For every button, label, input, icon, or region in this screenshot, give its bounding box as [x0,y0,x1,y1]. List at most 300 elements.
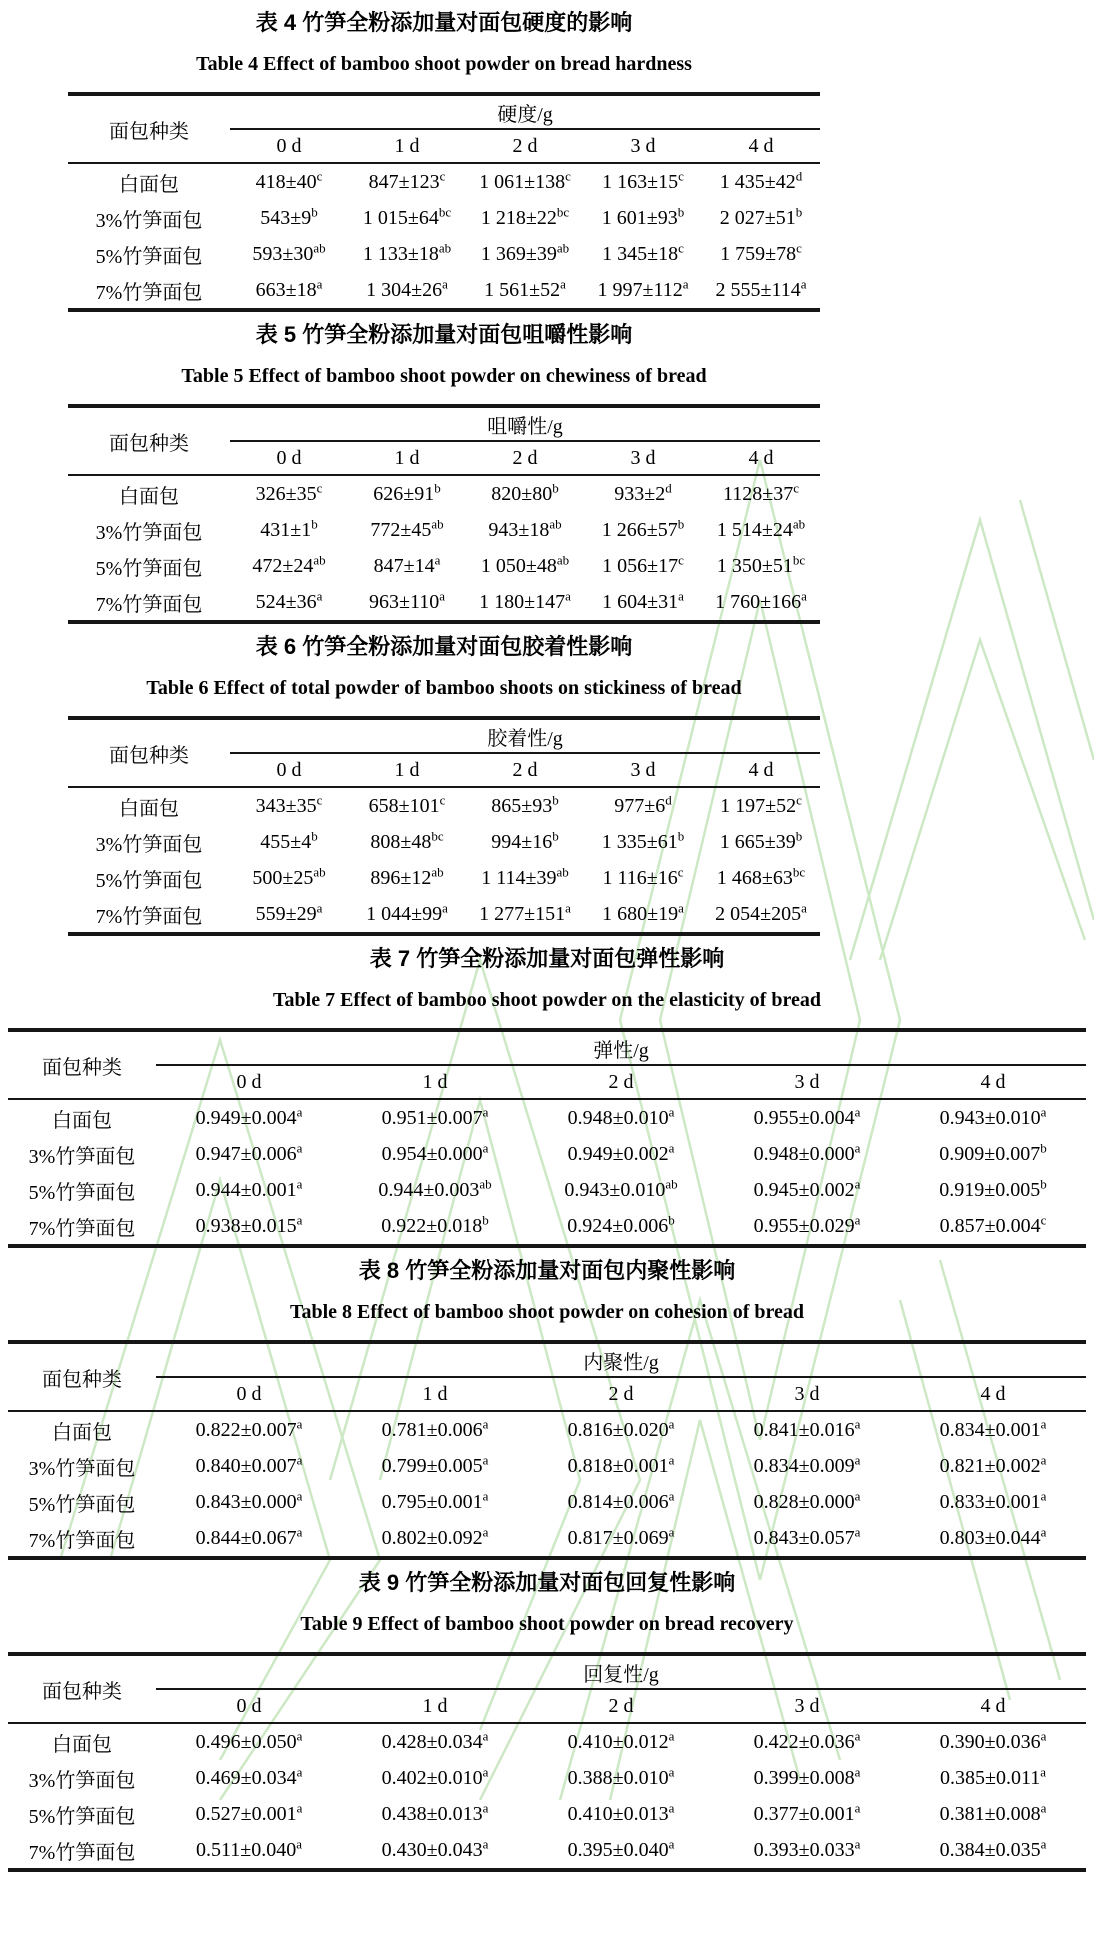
group-header-cell: 内聚性/g [156,1342,1086,1377]
row-header-cell: 面包种类 [8,1654,156,1723]
cell-value: 2 054±205 [715,902,802,925]
value-cell [702,860,820,896]
cell-value: 847±14 [373,554,435,577]
significance-superscript: ab [479,1175,492,1191]
cell-value: 0.833±0.001 [939,1490,1041,1513]
significance-superscript: c [439,167,446,183]
cell-value: 1 133±18 [362,242,439,265]
cell-value: 0.834±0.009 [753,1454,855,1477]
significance-superscript: a [482,1727,489,1743]
value-cell [528,1723,714,1760]
significance-superscript: a [800,275,807,291]
cell-value: 0.410±0.012 [567,1730,669,1753]
day-header: 4 d [702,753,820,787]
value-cell [156,1448,342,1484]
value-cell [466,512,584,548]
value-cell [156,1484,342,1520]
cell-value: 524±36 [255,590,317,613]
table-head [68,94,820,163]
cell-value: 865±93 [491,794,553,817]
value-cell [702,824,820,860]
value-cell [702,896,820,934]
table-head [8,1342,1086,1411]
cell-value: 1 266±57 [601,518,678,541]
header-row-group [68,718,820,753]
table-body [8,1411,1086,1558]
value-cell [156,1832,342,1870]
significance-superscript: a [296,1727,303,1743]
significance-superscript: b [677,827,685,843]
day-header: 4 d [900,1377,1086,1411]
table-head [8,1030,1086,1099]
day-header: 1 d [348,129,466,163]
significance-superscript: a [565,899,571,915]
value-cell [900,1796,1086,1832]
significance-superscript: ab [313,239,326,255]
value-cell [342,1760,528,1796]
significance-superscript: a [482,1763,489,1779]
significance-superscript: a [482,1487,489,1503]
significance-superscript: a [296,1799,303,1815]
cell-value: 343±35 [255,794,317,817]
cell-value: 772±45 [370,518,432,541]
significance-superscript: a [801,899,807,915]
significance-superscript: b [795,203,803,219]
value-cell [348,584,466,622]
value-cell [584,272,702,310]
row-label: 白面包 [52,1421,112,1444]
group-header-cell: 回复性/g [156,1654,1086,1689]
value-cell [900,1411,1086,1448]
cell-value: 0.402±0.010 [381,1766,483,1789]
significance-superscript: c [793,479,799,495]
row-label: 3%竹笋面包 [95,521,203,544]
group-header-cell: 咀嚼性/g [230,406,820,441]
cell-value: 593±30 [252,242,314,265]
cell-value: 1 561±52 [484,278,561,301]
table-row [8,1099,1086,1136]
header-row-group [8,1342,1086,1377]
cell-value: 543±9 [260,206,312,229]
table-row [68,584,820,622]
value-cell [584,512,702,548]
table-row [68,787,820,824]
value-cell [230,860,348,896]
day-header: 3 d [714,1689,900,1723]
value-cell [466,860,584,896]
cell-value: 943±18 [488,518,550,541]
cell-value: 1 197±52 [720,794,797,817]
value-cell [466,787,584,824]
row-header-cell: 面包种类 [68,718,230,787]
value-cell [342,1136,528,1172]
header-row-days [8,1377,1086,1411]
significance-superscript: bc [556,203,570,219]
significance-superscript: a [1040,1487,1047,1503]
day-header: 2 d [466,753,584,787]
row-label: 3%竹笋面包 [28,1145,136,1168]
value-cell [156,1208,342,1246]
value-cell [900,1448,1086,1484]
significance-superscript: a [854,1763,861,1779]
day-header: 3 d [584,753,702,787]
cell-value: 0.821±0.002 [939,1454,1041,1477]
significance-superscript: a [434,551,441,567]
data-table [68,404,820,624]
tables-container [0,8,1094,1872]
value-cell [230,787,348,824]
row-label: 3%竹笋面包 [28,1457,136,1480]
row-header-cell: 面包种类 [68,94,230,163]
data-table [68,716,820,936]
value-cell [230,475,348,512]
table7-section [8,944,1086,1248]
value-cell [528,1411,714,1448]
significance-superscript: ab [556,239,570,255]
table-body [68,787,820,934]
significance-superscript: bc [792,863,806,879]
significance-superscript: a [668,1139,675,1155]
cell-value: 472±24 [252,554,314,577]
value-cell [702,787,820,824]
value-cell [528,1208,714,1246]
value-cell [714,1448,900,1484]
cell-value: 896±12 [370,866,432,889]
significance-superscript: d [795,167,803,183]
row-label: 7%竹笋面包 [95,593,203,616]
table9-section [8,1568,1086,1872]
cell-value: 0.841±0.016 [753,1418,855,1441]
table-row [8,1796,1086,1832]
value-cell [714,1832,900,1870]
significance-superscript: a [668,1415,675,1431]
significance-superscript: a [1040,1523,1047,1539]
day-header: 3 d [714,1377,900,1411]
significance-superscript: d [665,791,672,807]
table-row [68,236,820,272]
significance-superscript: c [316,167,323,183]
significance-superscript: a [442,899,448,915]
table-title-en: Table 6 Effect of total powder of bamboo shoots on stickiness of bread [146,677,742,699]
cell-value: 0.818±0.001 [567,1454,669,1477]
cell-value: 1128±37 [722,482,794,505]
table-row [8,1723,1086,1760]
row-label: 5%竹笋面包 [28,1181,136,1204]
value-cell [348,860,466,896]
day-header: 4 d [900,1689,1086,1723]
row-label: 白面包 [52,1733,112,1756]
cell-value: 2 027±51 [719,206,796,229]
day-header: 0 d [230,441,348,475]
cell-value: 0.924±0.006 [567,1214,669,1237]
table-row [68,200,820,236]
significance-superscript: a [668,1487,675,1503]
day-header: 0 d [156,1065,342,1099]
significance-superscript: a [316,275,323,291]
value-cell [342,1520,528,1558]
cell-value: 808±48 [370,830,432,853]
significance-superscript: a [854,1139,861,1155]
cell-value: 326±35 [255,482,317,505]
value-cell [900,1832,1086,1870]
table-title-en: Table 7 Effect of bamboo shoot powder on the elasticity of bread [273,989,821,1011]
value-cell [714,1520,900,1558]
value-cell [702,163,820,200]
significance-superscript: a [668,1523,675,1539]
cell-value: 820±80 [491,482,553,505]
significance-superscript: a [678,899,684,915]
cell-value: 0.857±0.004 [939,1214,1041,1237]
value-cell [900,1723,1086,1760]
value-cell [230,200,348,236]
table-title-zh: 表 7 竹笋全粉添加量对面包弹性影响 [369,946,725,971]
cell-value: 0.384±0.035 [939,1838,1041,1861]
row-label: 3%竹笋面包 [95,209,203,232]
day-header: 0 d [230,753,348,787]
value-cell [584,824,702,860]
significance-superscript: a [1040,1727,1047,1743]
significance-superscript: a [296,1139,303,1155]
cell-value: 0.944±0.001 [195,1178,297,1201]
cell-value: 0.795±0.001 [381,1490,483,1513]
significance-superscript: a [854,1487,861,1503]
significance-superscript: a [296,1415,303,1431]
cell-value: 963±110 [368,590,440,613]
table-title-en: Table 8 Effect of bamboo shoot powder on cohesion of bread [289,1301,805,1323]
value-cell [584,787,702,824]
value-cell [584,163,702,200]
significance-superscript: ab [431,863,444,879]
table-title-en: Table 9 Effect of bamboo shoot powder on bread recovery [300,1613,794,1635]
cell-value: 0.834±0.001 [939,1418,1041,1441]
table-body [8,1099,1086,1246]
table-row [8,1520,1086,1558]
significance-superscript: a [854,1103,861,1119]
significance-superscript: c [796,791,802,807]
significance-superscript: a [1040,1799,1047,1815]
significance-superscript: b [482,1211,489,1227]
group-header-cell: 胶着性/g [230,718,820,753]
significance-superscript: a [296,1523,303,1539]
cell-value: 500±25 [252,866,314,889]
cell-value: 0.919±0.005 [939,1178,1041,1201]
significance-superscript: ab [431,515,444,531]
cell-value: 0.428±0.034 [381,1730,483,1753]
significance-superscript: b [434,479,441,495]
cell-value: 0.938±0.015 [195,1214,297,1237]
cell-value: 559±29 [255,902,317,925]
value-cell [230,896,348,934]
cell-value: 0.422±0.036 [753,1730,855,1753]
significance-superscript: a [482,1835,489,1851]
table-row [8,1208,1086,1246]
cell-value: 1 304±26 [366,278,443,301]
header-row-group [8,1654,1086,1689]
significance-superscript: a [296,1103,303,1119]
cell-value: 0.943±0.010 [564,1178,666,1201]
significance-superscript: a [854,1835,861,1851]
significance-superscript: a [296,1451,303,1467]
significance-superscript: ab [665,1175,678,1191]
day-header: 1 d [342,1065,528,1099]
value-cell [230,163,348,200]
cell-value: 0.843±0.000 [195,1490,297,1513]
cell-value: 0.385±0.011 [939,1766,1041,1789]
header-row-group [8,1030,1086,1065]
value-cell [342,1448,528,1484]
cell-value: 0.945±0.002 [753,1178,855,1201]
table-body [68,163,820,310]
day-header: 4 d [900,1065,1086,1099]
cell-value: 1 114±39 [481,866,557,889]
value-cell [900,1520,1086,1558]
row-label: 7%竹笋面包 [28,1217,136,1240]
table-row [68,548,820,584]
significance-superscript: d [665,479,672,495]
cell-value: 994±16 [491,830,553,853]
significance-superscript: ab [792,515,806,531]
significance-superscript: c [678,167,684,183]
cell-value: 0.381±0.008 [939,1802,1041,1825]
significance-superscript: ab [556,551,570,567]
day-header: 1 d [342,1377,528,1411]
cell-value: 0.909±0.007 [939,1142,1041,1165]
value-cell [702,236,820,272]
cell-value: 0.399±0.008 [753,1766,855,1789]
value-cell [156,1520,342,1558]
table-row [8,1448,1086,1484]
table-head [8,1654,1086,1723]
significance-superscript: b [795,827,803,843]
cell-value: 1 435±42 [719,170,796,193]
value-cell [714,1099,900,1136]
significance-superscript: c [316,791,323,807]
significance-superscript: b [668,1211,675,1227]
significance-superscript: a [668,1799,675,1815]
cell-value: 1 514±24 [716,518,793,541]
significance-superscript: a [854,1451,861,1467]
table6-section [68,632,820,936]
value-cell [714,1136,900,1172]
value-cell [156,1172,342,1208]
cell-value: 0.817±0.069 [567,1526,669,1549]
significance-superscript: b [552,827,559,843]
table-row [8,1172,1086,1208]
value-cell [584,236,702,272]
cell-value: 1 116±16 [602,866,678,889]
significance-superscript: b [552,791,559,807]
value-cell [584,548,702,584]
day-header: 2 d [466,441,584,475]
value-cell [702,272,820,310]
table-row [68,896,820,934]
value-cell [156,1723,342,1760]
value-cell [528,1136,714,1172]
group-header-cell: 硬度/g [230,94,820,129]
cell-value: 0.527±0.001 [195,1802,297,1825]
value-cell [584,475,702,512]
row-label: 白面包 [52,1109,112,1132]
table4-section [68,8,820,312]
value-cell [528,1448,714,1484]
day-header: 4 d [702,129,820,163]
data-table [68,92,820,312]
value-cell [348,236,466,272]
header-row-days [8,1689,1086,1723]
value-cell [342,1723,528,1760]
significance-superscript: a [668,1451,675,1467]
value-cell [230,512,348,548]
row-label: 3%竹笋面包 [95,833,203,856]
value-cell [342,1484,528,1520]
cell-value: 1 163±15 [602,170,679,193]
value-cell [528,1172,714,1208]
value-cell [528,1099,714,1136]
value-cell [466,163,584,200]
table-title-en: Table 4 Effect of bamboo shoot powder on bread hardness [196,53,692,75]
significance-superscript: b [311,515,318,531]
significance-superscript: a [668,1727,675,1743]
significance-superscript: a [1040,1415,1047,1431]
row-label: 5%竹笋面包 [28,1493,136,1516]
cell-value: 1 180±147 [479,590,566,613]
cell-value: 0.954±0.000 [381,1142,483,1165]
value-cell [714,1760,900,1796]
value-cell [466,200,584,236]
value-cell [584,584,702,622]
significance-superscript: a [439,587,445,603]
value-cell [528,1520,714,1558]
cell-value: 626±91 [373,482,435,505]
significance-superscript: a [682,275,689,291]
row-header-cell: 面包种类 [68,406,230,475]
table-row [68,824,820,860]
significance-superscript: a [482,1799,489,1815]
cell-value: 0.840±0.007 [195,1454,297,1477]
significance-superscript: a [1040,1451,1047,1467]
cell-value: 0.822±0.007 [195,1418,297,1441]
significance-superscript: a [801,587,807,603]
row-label: 7%竹笋面包 [95,905,203,928]
cell-value: 0.395±0.040 [567,1838,669,1861]
value-cell [466,475,584,512]
cell-value: 1 061±138 [479,170,566,193]
cell-value: 1 218±22 [480,206,557,229]
significance-superscript: bc [431,827,444,843]
value-cell [156,1099,342,1136]
value-cell [342,1796,528,1832]
table-row [8,1411,1086,1448]
significance-superscript: a [296,1211,303,1227]
cell-value: 418±40 [255,170,317,193]
day-header: 0 d [230,129,348,163]
cell-value: 0.922±0.018 [381,1214,483,1237]
value-cell [900,1760,1086,1796]
table-title-zh: 表 9 竹笋全粉添加量对面包回复性影响 [358,1570,736,1595]
cell-value: 0.955±0.004 [753,1106,855,1129]
row-label: 5%竹笋面包 [95,557,203,580]
significance-superscript: ab [313,863,326,879]
value-cell [528,1832,714,1870]
day-header: 4 d [702,441,820,475]
data-table [8,1340,1086,1560]
value-cell [528,1484,714,1520]
cell-value: 933±2 [614,482,666,505]
value-cell [702,200,820,236]
significance-superscript: a [854,1727,861,1743]
table-head [68,406,820,475]
significance-superscript: bc [792,551,806,567]
